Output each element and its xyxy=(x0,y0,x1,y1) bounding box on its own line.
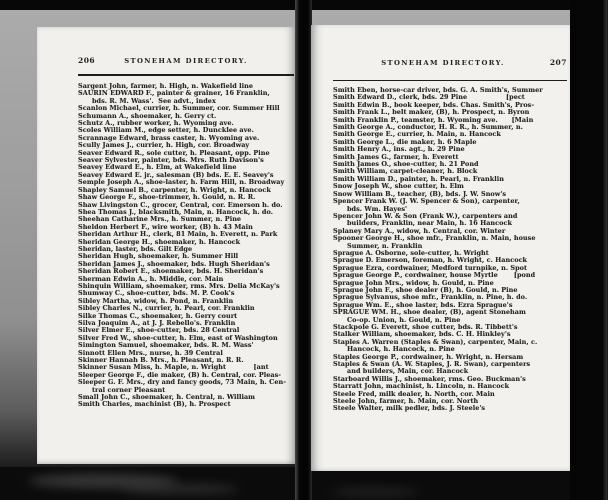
directory-entry-line: Smith James O., shoe-cutter, h. 21 Pond xyxy=(333,160,479,169)
directory-entry-line: Sprague A. Osborne, sole-cutter, h. Wright xyxy=(333,248,489,257)
directory-entries-left xyxy=(78,83,294,409)
directory-entry-line: Seaver Edward R., sole cutter, h. Pleasant, opp. Pine xyxy=(78,148,270,157)
directory-entry-line: Shea Thomas J., blacksmith, Main, n. Hancock, h. do. xyxy=(78,207,273,216)
directory-entry-line: Shinquin William, shoemaker, rms. Mrs. Delia McKay's xyxy=(78,281,280,290)
directory-entry-line: Sprague Wm. E., shoe laster, bds. Ezra Sprague's xyxy=(333,300,513,309)
directory-entry-line: Silva Joaquim A., at J. J. Rebello's. Franklin xyxy=(78,319,236,327)
directory-entry-line: Sleeper George F., die maker, (B) h. Central, cor. Pleas- xyxy=(78,370,281,379)
directory-entry-line: Smith George L., die maker, h. 6 Maple xyxy=(333,137,477,146)
directory-entry-line: Sargent John, farmer, h. High, n. Wakefield line xyxy=(78,82,254,90)
directory-entry-line: Scrannage Edward, brass caster, h. Wyoming ave. xyxy=(78,133,260,142)
directory-entry-line: Small John C., shoemaker, h. Central, n. William xyxy=(78,393,256,402)
directory-entry-line: Sheridan Arthur H., clerk, 81 Main, h. Everett, n. Park xyxy=(78,230,278,239)
scan-right-band xyxy=(570,0,608,500)
directory-entry-line: Shaw Livingston C., grocer, Central, cor. Emerson h. do. xyxy=(78,200,283,209)
directory-entry-line: Snow Joseph W., shoe cutter, h. Elm xyxy=(333,182,464,191)
directory-entry-line: bds. R. M. Wass'. See advt., index xyxy=(92,96,216,105)
directory-entry-line: Schutz A., rubber worker, h. Wyoming ave. xyxy=(78,119,234,128)
header-rule xyxy=(78,74,294,76)
directory-page-right xyxy=(311,25,570,471)
directory-entry-line: Smith Eben, horse-car driver, bds. G. A. Smith's, Summer xyxy=(333,86,543,94)
directory-entry-line: Smith William D., painter, h. Pearl, n. Franklin xyxy=(333,174,504,183)
directory-entry-line: Sprague Sylvanus, shoe mfr., Franklin, n. Pine, h. do. xyxy=(333,293,528,302)
directory-entry-line: Sibley Charles N., currier, h. Pearl, cor. Franklin xyxy=(78,304,255,313)
directory-entry-line: Seaver Sylvester, painter, bds. Mrs. Ruth Davison's xyxy=(78,156,264,165)
directory-entry-line: Smith George E., currier, h. Main, n. Hancock xyxy=(333,130,501,139)
directory-entry-line: Sheridan George H., shoemaker, h. Hancock xyxy=(78,237,241,246)
directory-entry-line: Snow William B., teacher, (B), bds. J. W. Snow's xyxy=(333,189,507,198)
page-header-left xyxy=(78,56,294,65)
directory-entry-line: Spencer John W. & Son (Frank W.), carpenters and xyxy=(333,211,518,220)
directory-entry-line: Smith George A., conductor, H. R. R., h. Summer, n. xyxy=(333,123,523,132)
directory-entry-line: bds. Wm. Hayes' xyxy=(347,204,408,213)
directory-entry-line: Schumann A., shoemaker, h. Gerry ct. xyxy=(78,111,217,120)
directory-entry-line: Steele Walter, milk pedler, bds. J. Steele's xyxy=(333,404,486,413)
directory-entry-line: Skinner Hannah B. Mrs., h. Pleasant, n. R. R. xyxy=(78,356,244,365)
directory-entry-line: Silke Thomas C., shoemaker, h. Gerry court xyxy=(78,311,238,320)
directory-entry-line: Smith William, carpet-cleaner, h. Block xyxy=(333,167,478,176)
directory-entry-line: Sprague George P., cordwainer, house Myrtle [pond xyxy=(333,271,536,280)
directory-entry-line: Staples George P., cordwainer, h. Wright, n. Hersam xyxy=(333,352,524,361)
directory-entry-line: Starboard Willis J., shoemaker, rms. Geo. Buckman's xyxy=(333,374,526,383)
directory-entry-line: Hancock, h. Hancock, n. Pine xyxy=(347,345,455,354)
directory-entry-line: Stackpole G. Everett, shoe cutter, bds. R. Tibbett's xyxy=(333,323,518,331)
directory-entry-line: Sibley Martha, widow, h. Pond, n. Franklin xyxy=(78,296,234,305)
directory-entry-line: Sprague John F., shoe dealer (B), h. Gould, n. Pine xyxy=(333,285,518,294)
directory-entry-line: Sleeper G. F. Mrs., dry and fancy goods, 73 Main, h. Cen- xyxy=(78,378,286,387)
page-header-right xyxy=(333,58,567,67)
directory-entry-line: Smith Edwin B., book keeper, bds. Chas. Smith's, Pros- xyxy=(333,100,535,109)
directory-entry-line: Spooner George H., shoe mfr., Franklin, n. Main, house xyxy=(333,234,536,243)
page-title: STONEHAM DIRECTORY. xyxy=(381,59,505,67)
directory-entry-line: Sheridan Robert E., shoemaker, bds. H. Sheridan's xyxy=(78,267,264,276)
book-gutter-shadow xyxy=(295,0,312,500)
directory-entry-line: Summer, n. Franklin xyxy=(347,241,423,250)
directory-entry-line: Seavey Edward E., h. Elm, at Wakefield line xyxy=(78,163,237,172)
directory-entry-line: Smith James G., farmer, h. Everett xyxy=(333,152,459,161)
directory-entry-line: Starratt John, machinist, h. Lincoln, n. Hancock xyxy=(333,382,510,391)
directory-entry-line: Smith Franklin P., teamster, h. Wyoming ave. [Main xyxy=(333,115,534,124)
directory-entry-line: Co-op. Union, h. Gould, n. Pine xyxy=(347,315,461,324)
page-number: 206 xyxy=(78,56,96,65)
directory-entry-line: tral corner Pleasant xyxy=(92,385,166,394)
scan-artifact xyxy=(120,484,240,494)
directory-entry-line: Skinner Susan Miss, h. Maple, n. Wright [ant xyxy=(78,363,269,372)
directory-entry-line: Scoles William M., edge setter, h. Duncklee ave. xyxy=(78,126,254,135)
directory-entry-line: Sheehan Catharine Mrs., h. Summer, n. Pine xyxy=(78,215,242,224)
directory-entry-line: Scully James J., currier, h. High, cor. Broadway xyxy=(78,141,250,150)
page-number: 207 xyxy=(549,58,567,67)
directory-entry-line: Sprague D. Emerson, foreman, h. Wright, c. Hancock xyxy=(333,256,528,265)
directory-entry-line: SPRAGUE WM. H., shoe dealer, (B), agent Stoneham xyxy=(333,308,526,317)
directory-entry-line: Stalker William, shoemaker, bds. C. H. Hinkley's xyxy=(333,330,511,339)
directory-entry-line: Sinnott Ellen Mrs., nurse, h. 39 Central xyxy=(78,348,223,357)
directory-entry-line: Splaney Mary A., widow, h. Central, cor. Winter xyxy=(333,226,506,235)
directory-entry-line: Sheldon Herbert F., wire worker, (B) h. 43 Main xyxy=(78,222,253,231)
directory-entry-line: Shaw George F., shoe-trimmer, h. Gould, n. R. R. xyxy=(78,193,256,202)
directory-entry-line: Simington Samuel, shoemaker, bds. R. M. Wass' xyxy=(78,341,254,350)
directory-entry-line: SAURIN EDWARD F., painter & grainer, 16 Franklin, xyxy=(78,89,270,98)
scan-artifact xyxy=(330,488,420,496)
directory-entry-line: Sherman Edwin A., h. Middle, cor. Main xyxy=(78,274,224,283)
directory-entry-line: Staples A. Warren (Staples & Swan), carpenter, Main, c. xyxy=(333,337,538,346)
directory-entry-line: Sheridan Hugh, shoemaker, h. Summer Hill xyxy=(78,252,239,261)
directory-entry-line: Staples & Swan (A. W. Staples, J. R. Swan), carpenters xyxy=(333,360,531,369)
directory-entry-line: builders, Franklin, near Main, h. 16 Hancock xyxy=(347,219,512,228)
directory-entries-right xyxy=(333,87,567,413)
directory-entry-line: Smith Frank L., belt maker, (B), h. Prospect, n. Byron xyxy=(333,108,530,117)
directory-entry-line: Sheridan James J., shoemaker, bds. Hugh Sheridan's xyxy=(78,259,270,268)
directory-entry-line: Smith Henry A., ins. agt., h. 29 Pine xyxy=(333,145,465,154)
directory-entry-line: Sprague John Mrs., widow, h. Gould, n. Pine xyxy=(333,278,494,287)
directory-entry-line: Silver Elmer E., shoe-cutter, bds. 28 Central xyxy=(78,326,240,335)
header-rule xyxy=(333,80,567,81)
directory-entry-line: Steele Fred, milk dealer, h. North, cor. Main xyxy=(333,389,495,398)
directory-entry-line: Semple Joseph A., shoe-laster, h. Farm Hill, n. Broadway xyxy=(78,178,285,187)
directory-entry-line: Scanlon Michael, currier, h. Summer, cor. Summer Hill xyxy=(78,104,280,113)
directory-entry-line: and builders, Main, cor. Hancock xyxy=(347,367,469,376)
directory-entry-line: Spencer Frank W. (J. W. Spencer & Son), carpenter, xyxy=(333,197,520,206)
directory-entry-line: Seavey Edward E. jr., salesman (B) bds. E. E. Seavey's xyxy=(78,170,274,179)
directory-entry-line: Steele John, farmer, h. Main, cor. North xyxy=(333,397,479,406)
directory-entry-line: Smith Charles, machinist (B), h. Prospect xyxy=(78,400,231,409)
directory-entry-line: Shapley Samuel B., carpenter, h. Wright, n. Hancock xyxy=(78,185,271,194)
page-title: STONEHAM DIRECTORY. xyxy=(124,57,248,65)
directory-entry-line: Smith Edward D., clerk, bds. 29 Pine [pect xyxy=(333,93,525,102)
directory-entry-line: Silver Fred W., shoe-cutter, h. Elm, east of Washington xyxy=(78,333,278,342)
directory-entry-line: Sprague Ezra, cordwainer, Medford turnpike, n. Spot xyxy=(333,263,528,272)
directory-entry-line: Sheridan, laster, bds. Gilt Edge xyxy=(78,244,193,253)
directory-page-left xyxy=(37,27,295,464)
directory-entry-line: Shumway C., shoe-cutter, bds. M. P. Cook's xyxy=(78,289,235,298)
